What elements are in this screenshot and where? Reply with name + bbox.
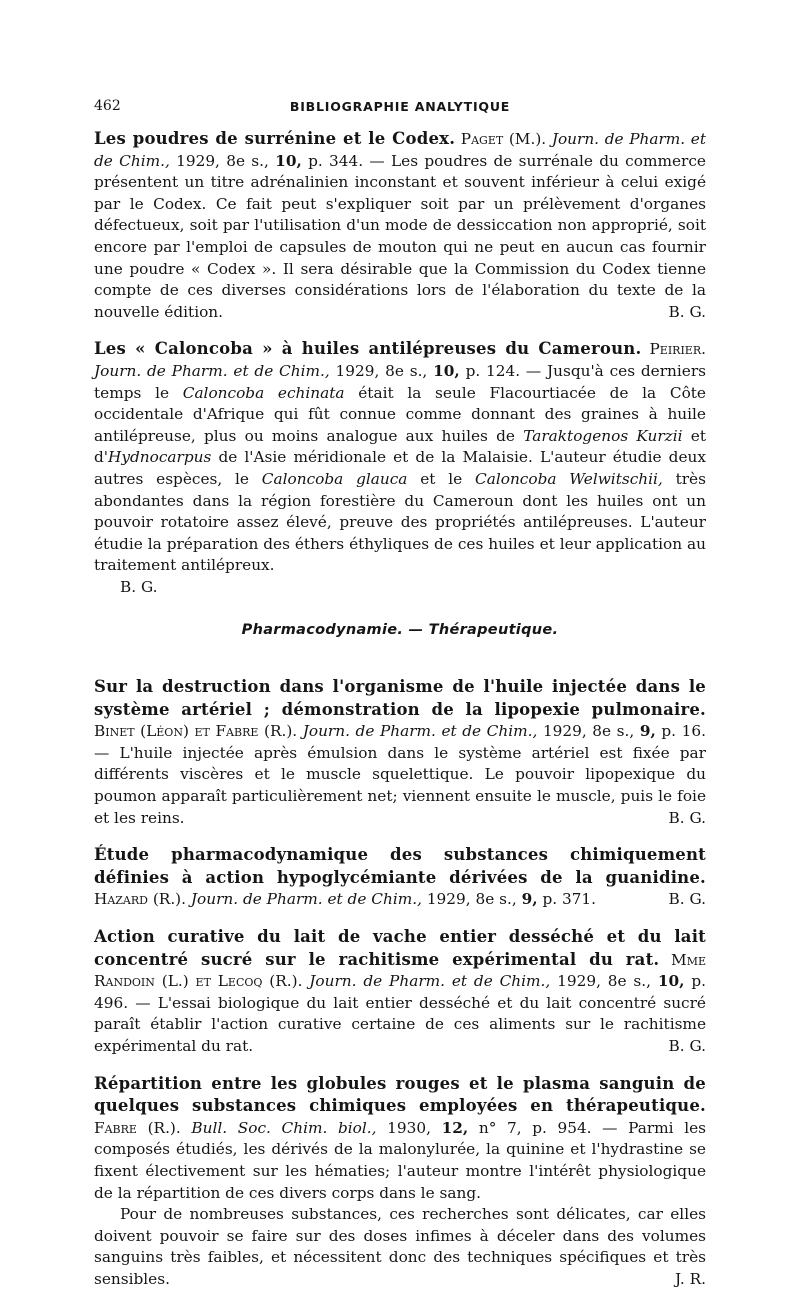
- abstract-entry: [94, 844, 706, 911]
- pages: p. 371.: [542, 890, 597, 909]
- entry-author: Hazard (R.).: [94, 890, 187, 909]
- abstract-text: et d': [94, 426, 706, 467]
- signature: J. R.: [674, 1269, 706, 1288]
- signature: B. G.: [668, 1036, 706, 1055]
- entry-author: Fabre (R.).: [94, 1118, 181, 1137]
- volume: 9,: [639, 722, 656, 741]
- entry-author: Paget (M.).: [460, 130, 547, 148]
- signature: B. G.: [668, 890, 706, 909]
- signature: B. G.: [668, 302, 706, 321]
- volume: 10,: [275, 151, 302, 170]
- entry-author: Binet (Léon) et Fabre (R.).: [94, 722, 298, 741]
- entry-title: Action curative du lait de vache entier desséché et du lait concentré sucré sur le rachitisme expérimental du rat.: [94, 927, 706, 969]
- pages: p. 124. —: [465, 361, 542, 380]
- pages: p. 496.: [94, 972, 706, 1012]
- pages: n° 7, p. 954. —: [478, 1118, 618, 1137]
- abstract-entry: [94, 926, 706, 1058]
- entry-title: Répartition entre les globules rouges et le plasma sanguin de quelques substances chimiques employées en thérapeutique.: [94, 1073, 706, 1116]
- document-page: [94, 96, 706, 1306]
- section-heading: Pharmacodynamie. — Thérapeutique.: [241, 622, 559, 639]
- species-name: Caloncoba Welwitschii,: [475, 469, 663, 488]
- journal-name: Bull. Soc. Chim. biol.,: [191, 1118, 377, 1137]
- year-series: 1929, 8e s.,: [426, 890, 517, 909]
- volume: 9,: [521, 890, 538, 909]
- entry-title: Étude pharmacodynamique des substances chimiquement définies à action hypoglycémiante dérivées de la guanidine.: [94, 845, 706, 887]
- abstract-text: Les poudres de surrénale du commerce présentent un titre adrénalinien inconstant et souvent inférieur à celui exigé par le Codex. Ce fait peut s'expliquer soit par un prélèvement d'organes défectueux, soit par l'utilisation d'un mode de dessiccation non approprié, soit encore par l'emploi de capsules de mouton qui ne peut en aucun cas fournir une poudre « Codex ». Il sera désirable que la Commission du Codex tienne compte de ces diverses considérations lors de l'élaboration du texte de la nouvelle édition.: [94, 151, 706, 321]
- entry-title: Les poudres de surrénine et le Codex.: [94, 129, 456, 148]
- entry-title: Sur la destruction dans l'organisme de l'huile injectée dans le système artériel ; démonstration de la lipopexie pulmonaire.: [94, 677, 706, 719]
- abstract-entry: [94, 1073, 706, 1291]
- entry-author: Peirier.: [649, 340, 706, 359]
- journal-name: Journ. de Pharm. et de Chim.,: [94, 361, 330, 380]
- abstract-text: très abondantes dans la région forestière du Cameroun dont les huiles ont un pouvoir rotatoire assez élevé, preuve des propriétés antilépreuses. L'auteur étudie la préparation des éthers éthyliques de ces huiles et leur application au traitement antilépreux.: [94, 469, 706, 575]
- pages: p. 16.: [661, 722, 706, 741]
- volume: 10,: [433, 361, 460, 380]
- abstract-entry: [94, 338, 706, 598]
- abstract-text: de l'Asie méridionale et de la Malaisie. L'auteur étudie deux autres espèces, le: [94, 448, 706, 488]
- entry-author: Mme Randoin (L.) et Lecoq (R.).: [94, 950, 706, 991]
- year-series: 1929, 8e s.,: [557, 972, 651, 991]
- abstract-text: Jusqu'à ces derniers temps le: [94, 361, 706, 402]
- species-name: Caloncoba glauca: [261, 469, 408, 488]
- species-name: Hydnocarpus: [108, 448, 212, 467]
- abstract-text: — L'essai biologique du lait entier desséché et du lait concentré sucré paraît établir l'action curative certaine de ces aliments sur le rachitisme expérimental du rat.: [94, 993, 706, 1055]
- journal-name: Journ. de Pharm. et de Chim.,: [302, 722, 538, 741]
- page-number: 462: [94, 98, 121, 114]
- journal-name: Journ. de Pharm. et de Chim.,: [309, 972, 551, 991]
- year-series: 1929, 8e s.,: [176, 151, 269, 170]
- abstract-text: Parmi les composés étudiés, les dérivés de la malonylurée, la quinine et l'hydrastine se fixent électivement sur les hématies; l'auteur montre l'intérêt physiologique de la répartition de ces divers corps dans le sang.: [94, 1118, 706, 1202]
- abstract-text: Pour de nombreuses substances, ces recherches sont délicates, car elles doivent pouvoir se faire sur des doses infimes à déceler dans des volumes sanguins très faibles, et nécessitent donc des techniques spécifiques et très sensibles.: [94, 1205, 706, 1288]
- volume: 10,: [657, 972, 685, 991]
- entry-title: Les « Caloncoba » à huiles antilépreuses du Cameroun.: [94, 339, 642, 359]
- running-header: [94, 96, 706, 120]
- journal-name: Journ. de Pharm. et de Chim.,: [94, 130, 706, 170]
- signature: B. G.: [668, 808, 706, 827]
- abstract-text: et le: [420, 469, 463, 488]
- abstract-text: — L'huile injectée après émulsion dans le système artériel est fixée par différents viscères et le muscle squelettique. Le pouvoir lipopexique du poumon apparaît particulièrement net; viennent ensuite le muscle, puis le foie et les reins.: [94, 743, 706, 827]
- journal-name: Journ. de Pharm. et de Chim.,: [190, 890, 422, 909]
- signature: B. G.: [120, 577, 158, 596]
- species-name: Caloncoba echinata: [182, 383, 345, 402]
- species-name: Taraktogenos Kurzii: [523, 426, 683, 445]
- abstract-text: était la seule Flacourtiacée de la Côte occidentale d'Afrique qui fût connue comme donnant des graines à huile antilépreuse, plus ou moins analogue aux huiles de: [94, 383, 706, 445]
- year-series: 1930,: [387, 1118, 431, 1137]
- running-title: BIBLIOGRAPHIE ANALYTIQUE: [289, 99, 511, 114]
- pages: p. 344. —: [308, 151, 385, 170]
- volume: 12,: [441, 1118, 469, 1137]
- year-series: 1929, 8e s.,: [335, 361, 428, 380]
- abstract-entry: [94, 676, 706, 829]
- abstract-entry: [94, 128, 706, 323]
- year-series: 1929, 8e s.,: [542, 722, 635, 741]
